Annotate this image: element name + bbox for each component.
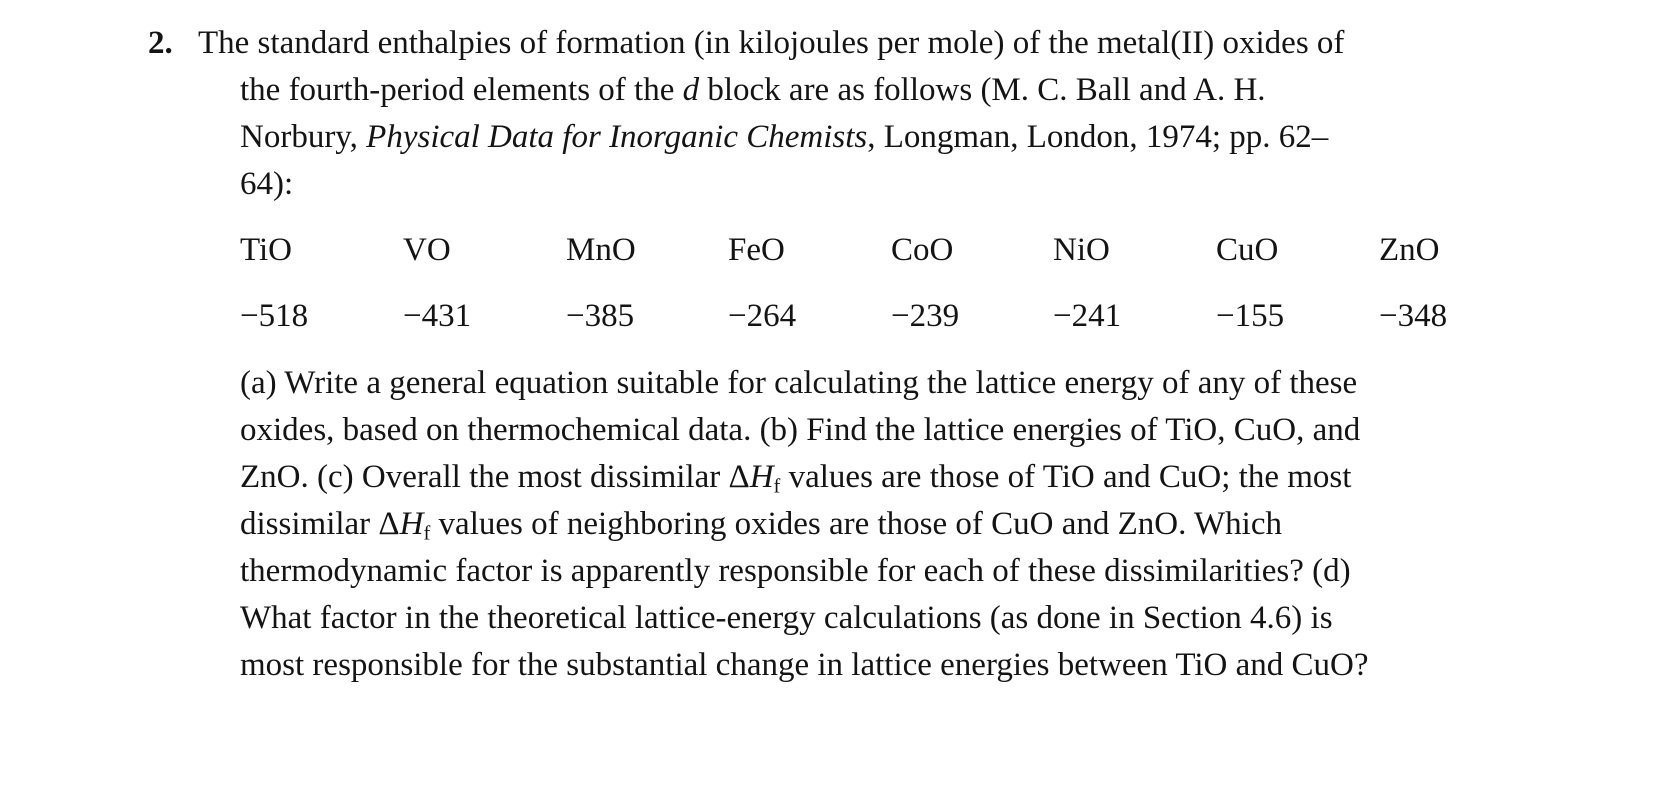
question-line-2: oxides, based on thermochemical data. (b) Find the lattice energies of TiO, CuO, and [240, 412, 1361, 448]
oxide-label: CuO [1216, 232, 1279, 268]
intro-line-2: the fourth-period elements of the d block are as follows (M. C. Ball and A. H. [240, 72, 1266, 108]
enthalpy-value: −241 [1053, 298, 1122, 334]
enthalpy-value: −155 [1216, 298, 1285, 334]
enthalpy-value: −518 [240, 298, 309, 334]
question-line-5: thermodynamic factor is apparently responsible for each of these dissimilarities? (d) [240, 553, 1351, 589]
question-line-1: (a) Write a general equation suitable for calculating the lattice energy of any of these [240, 365, 1358, 401]
enthalpy-value: −385 [566, 298, 635, 334]
question-line-7: most responsible for the substantial change in lattice energies between TiO and CuO? [240, 647, 1369, 683]
enthalpy-value: −264 [728, 298, 797, 334]
problem-number: 2. [148, 25, 173, 61]
oxide-label: CoO [891, 232, 954, 268]
oxide-label: NiO [1053, 232, 1110, 268]
intro-line-4: 64): [240, 166, 294, 202]
oxide-label: MnO [566, 232, 636, 268]
enthalpy-value: −431 [403, 298, 472, 334]
intro-line-3: Norbury, Physical Data for Inorganic Chemists, Longman, London, 1974; pp. 62– [240, 119, 1329, 155]
question-line-6: What factor in the theoretical lattice-energy calculations (as done in Section 4.6) is [240, 600, 1333, 636]
intro-line-1: The standard enthalpies of formation (in kilojoules per mole) of the metal(II) oxides of [198, 25, 1345, 61]
book-title: Physical Data for Inorganic Chemists [366, 119, 868, 155]
question-line-4: dissimilar $\Delta H_f$ values of neighboring oxides are those of CuO and ZnO. Which [240, 506, 1282, 545]
enthalpy-value: −239 [891, 298, 960, 334]
oxide-label: ZnO [1379, 232, 1440, 268]
enthalpy-value: −348 [1379, 298, 1448, 334]
question-line-3: ZnO. (c) Overall the most dissimilar $\Delta H_f$ values are those of TiO and CuO; the most [240, 459, 1352, 498]
oxide-label: VO [403, 232, 451, 268]
oxide-label: TiO [240, 232, 292, 268]
oxide-label: FeO [728, 232, 785, 268]
